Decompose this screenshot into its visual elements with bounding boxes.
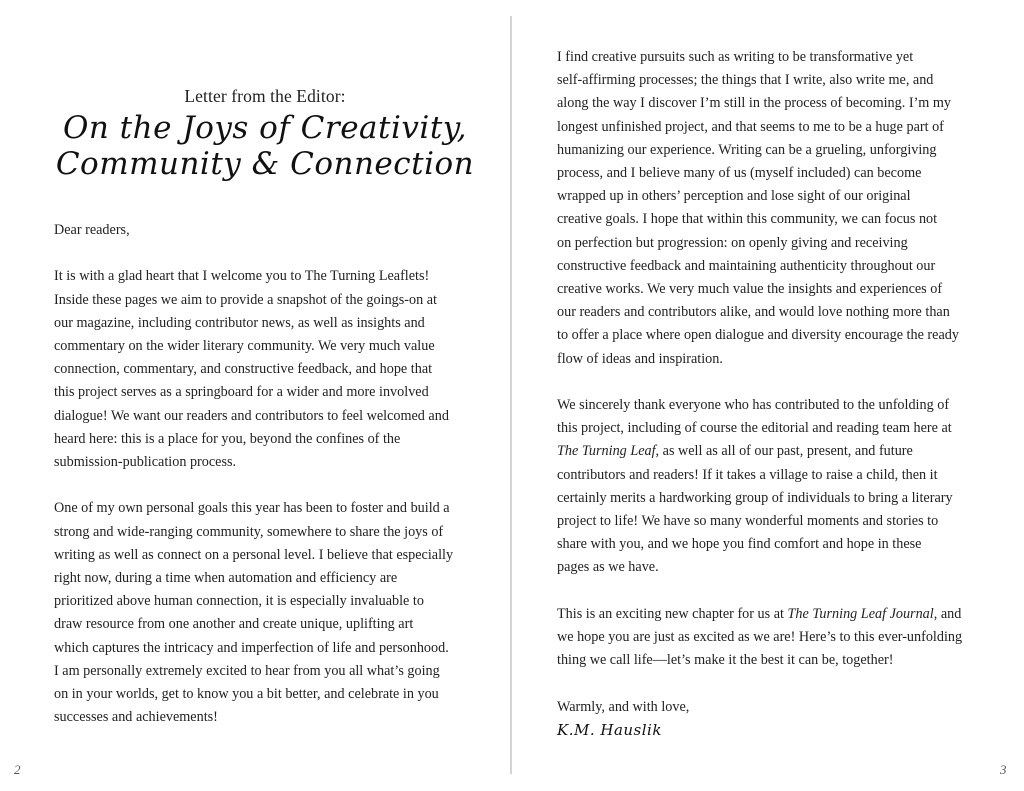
text-line: right now, during a time when automation and efficiency are [54, 570, 398, 587]
text-fragment: This is an exciting new chapter for us at [557, 605, 788, 622]
text-line: We sincerely thank everyone who has contributed to the unfolding of [557, 397, 950, 414]
paragraph-goals [54, 497, 484, 729]
text-line: self-affirming processes; the things that I write, also write me, and [557, 72, 934, 89]
closing: Warmly, and with love, [557, 698, 690, 715]
paragraph-thanks [557, 394, 989, 580]
text-line: we hope you are just as excited as we are! Here’s to this ever-unfolding [557, 629, 963, 646]
text-line: this project serves as a springboard for a wider and more involved [54, 384, 429, 401]
text-line: contributors and readers! If it takes a village to raise a child, then it [557, 466, 938, 483]
text-line: successes and achievements! [54, 709, 218, 726]
text-line: on perfection but progression: on openly giving and receiving [557, 234, 908, 251]
text-line: Inside these pages we aim to provide a snapshot of the goings-on at [54, 291, 437, 308]
text-line: commentary on the wider literary community. We very much value [54, 338, 435, 354]
text-line: which captures the intricacy and imperfection of life and personhood. [54, 639, 449, 656]
text-line [557, 603, 989, 626]
page-number-left: 2 [14, 762, 21, 777]
text-line: share with you, and we hope you find comfort and hope in these [557, 536, 922, 553]
heading-kicker: Letter from the Editor: [184, 86, 346, 106]
text-line: flow of ideas and inspiration. [557, 350, 723, 367]
text-line: thing we call life—let’s make it the best it can be, together! [557, 652, 894, 669]
text-line: on in your worlds, get to know you a bit better, and celebrate in you [54, 686, 439, 703]
right-body [557, 46, 989, 741]
text-line: draw resource from one another and create unique, uplifting art [54, 616, 414, 633]
text-line: constructive feedback and maintaining authenticity throughout our [557, 257, 936, 274]
text-line: our magazine, including contributor news, as well as insights and [54, 314, 425, 331]
paragraph-new-chapter [557, 603, 989, 673]
text-line: along the way I discover I’m still in the process of becoming. I’m my [557, 95, 952, 112]
page-number-right: 3 [1000, 762, 1007, 777]
left-page [0, 0, 511, 791]
text-line: It is with a glad heart that I welcome you to The Turning Leaflets! [54, 268, 430, 285]
text-line: humanizing our experience. Writing can be a grueling, unforgiving [557, 141, 937, 158]
closing-block [557, 696, 989, 741]
text-line: project to life! We have so many wonderful moments and stories to [557, 513, 939, 530]
text-line: submission-publication process. [54, 454, 237, 471]
text-fragment: , as well as all of our past, present, and future [655, 443, 913, 460]
text-line: this project, including of course the editorial and reading team here at [557, 420, 952, 437]
letter-title [40, 110, 490, 182]
text-line: to offer a place where open dialogue and diversity encourage the ready [557, 327, 959, 344]
text-line: connection, commentary, and constructive feedback, and hope that [54, 361, 433, 378]
left-body [54, 219, 484, 729]
salutation: Dear readers, [54, 222, 130, 238]
paragraph-welcome [54, 265, 484, 474]
text-line: creative goals. I hope that within this community, we can focus not [557, 211, 938, 228]
text-line: I find creative pursuits such as writing to be transformative yet [557, 49, 914, 65]
letter-heading [40, 84, 490, 182]
signature: K.M. Hauslik [557, 720, 662, 739]
text-line [557, 440, 989, 463]
text-line: creative works. We very much value the insights and experiences of [557, 281, 943, 298]
text-line: longest unfinished project, and that seems to me to be a huge part of [557, 118, 944, 135]
text-line: One of my own personal goals this year has been to foster and build a [54, 500, 450, 517]
text-line: heard here: this is a place for you, beyond the confines of the [54, 430, 401, 447]
text-line: process, and I believe many of us (myself included) can become [557, 165, 922, 182]
journal-name-italic: The Turning Leaf Journal [787, 605, 934, 622]
text-line: strong and wide-ranging community, somewhere to share the joys of [54, 523, 444, 540]
title-line-2: Community & Connection [55, 146, 475, 182]
text-line: our readers and contributors alike, and would love nothing more than [557, 304, 950, 321]
text-fragment: , and [933, 605, 962, 622]
text-line: pages as we have. [557, 559, 659, 576]
text-line: wrapped up in others’ perception and lose sight of our original [557, 188, 911, 205]
text-line: I am personally extremely excited to hear from you all what’s going [54, 662, 440, 679]
text-line: prioritized above human connection, it is especially invaluable to [54, 593, 424, 610]
publication-name-italic: The Turning Leaf [557, 443, 656, 460]
text-line: writing as well as connect on a personal level. I believe that especially [54, 546, 454, 563]
text-line: dialogue! We want our readers and contributors to feel welcomed and [54, 407, 449, 424]
paragraph-creative-pursuits [557, 46, 989, 371]
title-line-1: On the Joys of Creativity, [62, 110, 468, 146]
text-line: certainly merits a hardworking group of individuals to bring a literary [557, 489, 953, 506]
